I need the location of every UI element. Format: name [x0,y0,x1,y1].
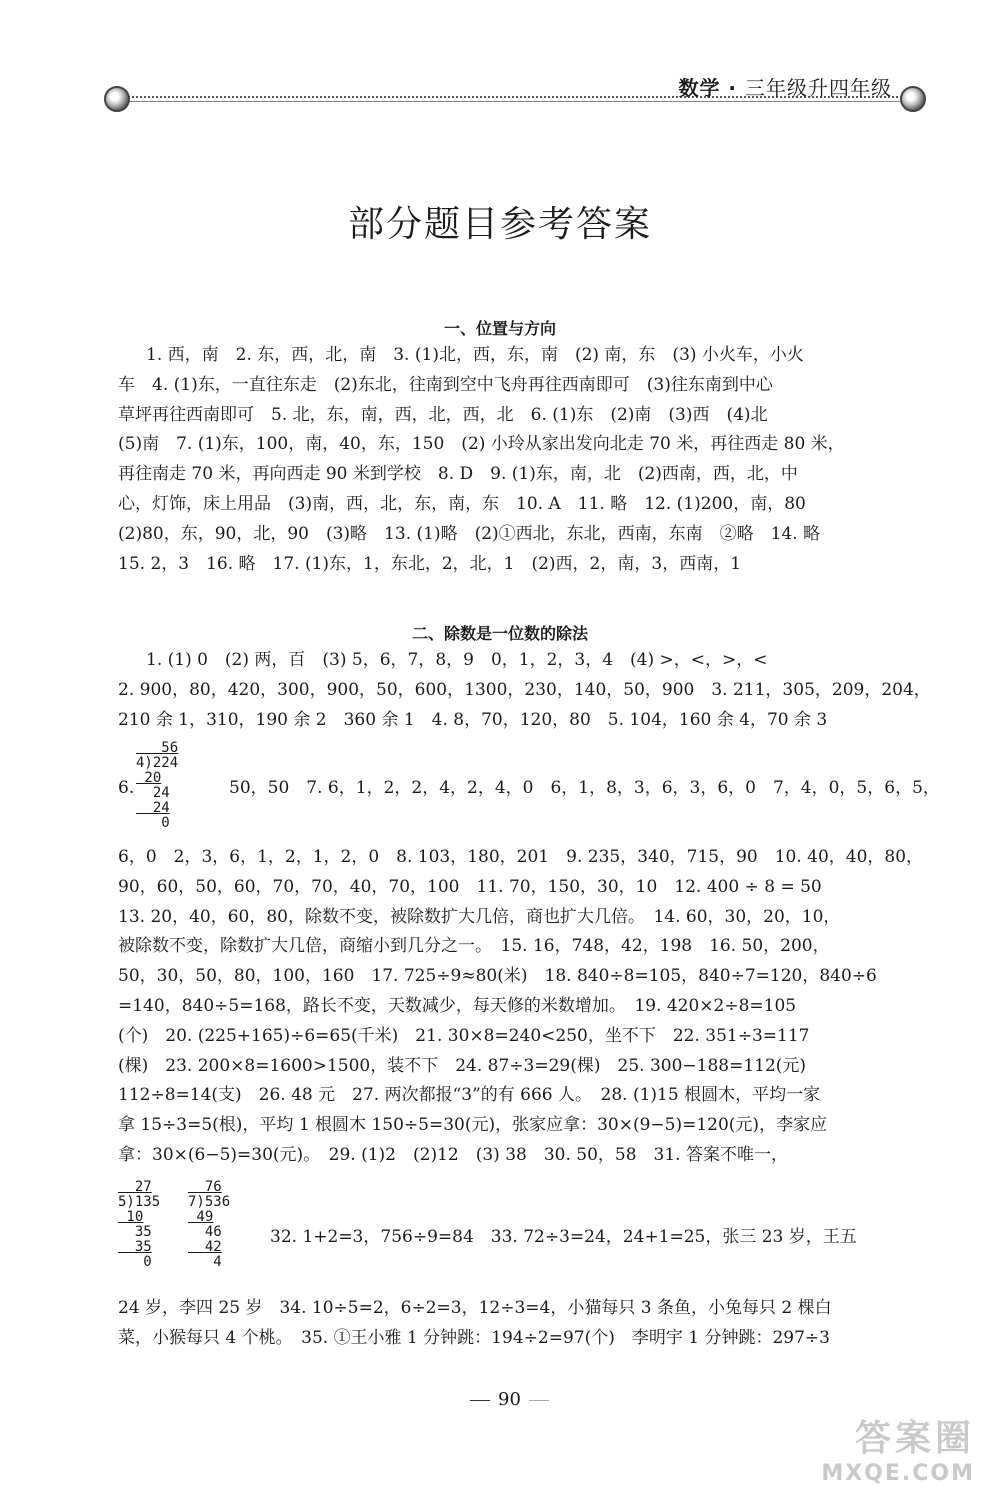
division-line: 7)536 [188,1194,231,1210]
q32-33-row: 32. 1+2=3，756÷9=84 33. 72÷3=24，24+1=25，张三 23 岁，王五 [270,1227,857,1247]
watermark-top: 答案圈 [854,1418,975,1459]
long-division-q31-a [118,1180,160,1270]
section-1-body [118,341,933,579]
text-line: 6，0 2，3，6，1，2，1，2，0 8. 103，180，201 9. 235，340，715，90 10. 40，40，80， [118,847,924,867]
ornament-icon [104,86,130,112]
q6-rest: 50，50 7. 6，1，2，2，4，2，4，0 6，1，8，3，6，3，6，0 7，4，0，5，6，5， [229,778,940,798]
running-header [100,70,930,114]
page-dash [529,1400,549,1401]
text-line: =140，840÷5=168，路长不变，天数减少，每天修的米数增加。 19. 420×2÷8=105 [118,995,797,1016]
watermark-bottom: MXQE.COM [821,1461,975,1486]
section-2-heading: 二、除数是一位数的除法 [411,624,588,643]
text-line: 草坪再往西南即可 5. 北，东，南，西，北，西，北 6. (1)东 (2)南 (3)西 (4)北 [118,404,768,425]
division-line: 0 [136,815,170,831]
section-2-body-a [118,646,933,735]
division-line: 49 [188,1209,214,1225]
page-number-text: 90 [498,1389,521,1410]
page-title: 部分题目参考答案 [347,204,652,245]
text-line: 13. 20，40，60，80，除数不变，被除数扩大几倍，商也扩大几倍。 14. 60，30，20，10， [118,906,841,927]
text-line: 拿：30×(6−5)=30(元)。 29. (1)2 (2)12 (3) 38 30. 50，58 31. 答案不唯一， [118,1144,788,1165]
division-line: 76 [188,1179,222,1195]
page-number [470,1389,549,1410]
section-2-body-c [118,1294,933,1354]
text-line: 再往南走 70 米，再向西走 90 米到学校 8. D 9. (1)东，南，北 (2)西南，西，北，中 [118,464,798,485]
text-line: 50，30，50，80，100，160 17. 725÷9≈80(米) 18. 840÷8=105，840÷7=120，840÷6 [118,966,877,987]
ornament-icon [900,86,926,112]
header-rule-thin [128,101,902,102]
division-line: 4)224 [136,755,179,771]
text-line: 车 4. (1)东，一直往东走 (2)东北，往南到空中飞舟再往西南即可 (3)往东南到中心 [118,374,773,395]
header-title [678,72,892,101]
division-line: 24 [136,800,170,816]
text-line: 90，60，50，60，70，70，40，70，100 11. 70，150，30，10 12. 400 ÷ 8 = 50 [118,876,822,897]
text-line: (5)南 7. (1)东，100，南，40，东，150 (2) 小玲从家出发向北走 70 米，再往西走 80 米， [118,434,845,455]
text-line: 拿 15÷3=5(根)，平均 1 根圆木 150÷5=30(元)，张家应拿：30×(9−5)=120(元)，李家应 [118,1115,828,1136]
q6-label: 6. [118,778,135,798]
section-2-body-b [118,843,933,1171]
page-dash [470,1400,490,1401]
division-line: 20 [136,770,162,786]
text-line: 1. 西，南 2. 东，西，北，南 3. (1)北，西，东，南 (2) 南，东 (3) 小火车，小火 [146,345,804,365]
text-line: (个) 20. (225+165)÷6=65(千米) 21. 30×8=240<250，坐不下 22. 351÷3=117 [118,1025,810,1046]
q6-row [118,770,940,798]
division-line: 10 [118,1209,144,1225]
division-line: 4 [188,1254,222,1270]
division-line: 35 [118,1224,152,1240]
division-line: 5)135 [118,1194,161,1210]
text-line: 15. 2，3 16. 略 17. (1)东，1，东北，2，北，1 (2)西，2，南，3，西南，1 [118,553,742,574]
text-line: (2)80，东，90，北，90 (3)略 13. (1)略 (2)①西北，东北，西南，东南 ②略 14. 略 [118,523,821,544]
division-line: 0 [118,1254,152,1270]
header-grade: 三年级升四年级 [745,76,892,100]
division-line: 27 [118,1179,152,1195]
division-line: 56 [136,740,179,756]
section-1-heading: 一、位置与方向 [443,319,556,338]
text-line: 112÷8=14(支) 26. 48 元 27. 两次都报“3”的有 666 人。 28. (1)15 根圆木，平均一家 [118,1085,821,1106]
division-line: 24 [136,785,170,801]
text-line: 1. (1) 0 (2) 两，百 (3) 5，6，7，8，9 0，1，2，3，4 (4) >，<，>，< [146,650,768,670]
text-line: 210 余 1，310，190 余 2 360 余 1 4. 8，70，120，80 5. 104，160 余 4，70 余 3 [118,709,828,730]
text-line: 被除数不变，除数扩大几倍，商缩小到几分之一。 15. 16，748，42，198 16. 50，200， [118,936,830,957]
division-line: 42 [188,1239,222,1255]
header-subject: 数学 [678,76,721,100]
watermark [821,1410,975,1486]
header-sep: · [728,76,738,100]
division-line: 46 [188,1224,222,1240]
text-line: (棵) 23. 200×8=1600>1500，装不下 24. 87÷3=29(棵) 25. 300−188=112(元) [118,1055,807,1076]
division-line: 35 [118,1239,152,1255]
text-line: 心，灯饰，床上用品 (3)南，西，北，东，南，东 10. A 11. 略 12. (1)200，南，80 [118,493,806,514]
long-division-q31-b [188,1180,230,1270]
text-line: 2. 900，80，420，300，900，50，600，1300，230，140，50，900 3. 211，305，209，204， [118,679,931,700]
text-line: 24 岁，李四 25 岁 34. 10÷5=2，6÷2=3，12÷3=4，小猫每只 3 条鱼，小兔每只 2 棵白 [118,1298,832,1318]
text-line: 菜，小猴每只 4 个桃。 35. ①王小雅 1 分钟跳：194÷2=97(个) 李明宇 1 分钟跳：297÷3 [118,1327,830,1348]
